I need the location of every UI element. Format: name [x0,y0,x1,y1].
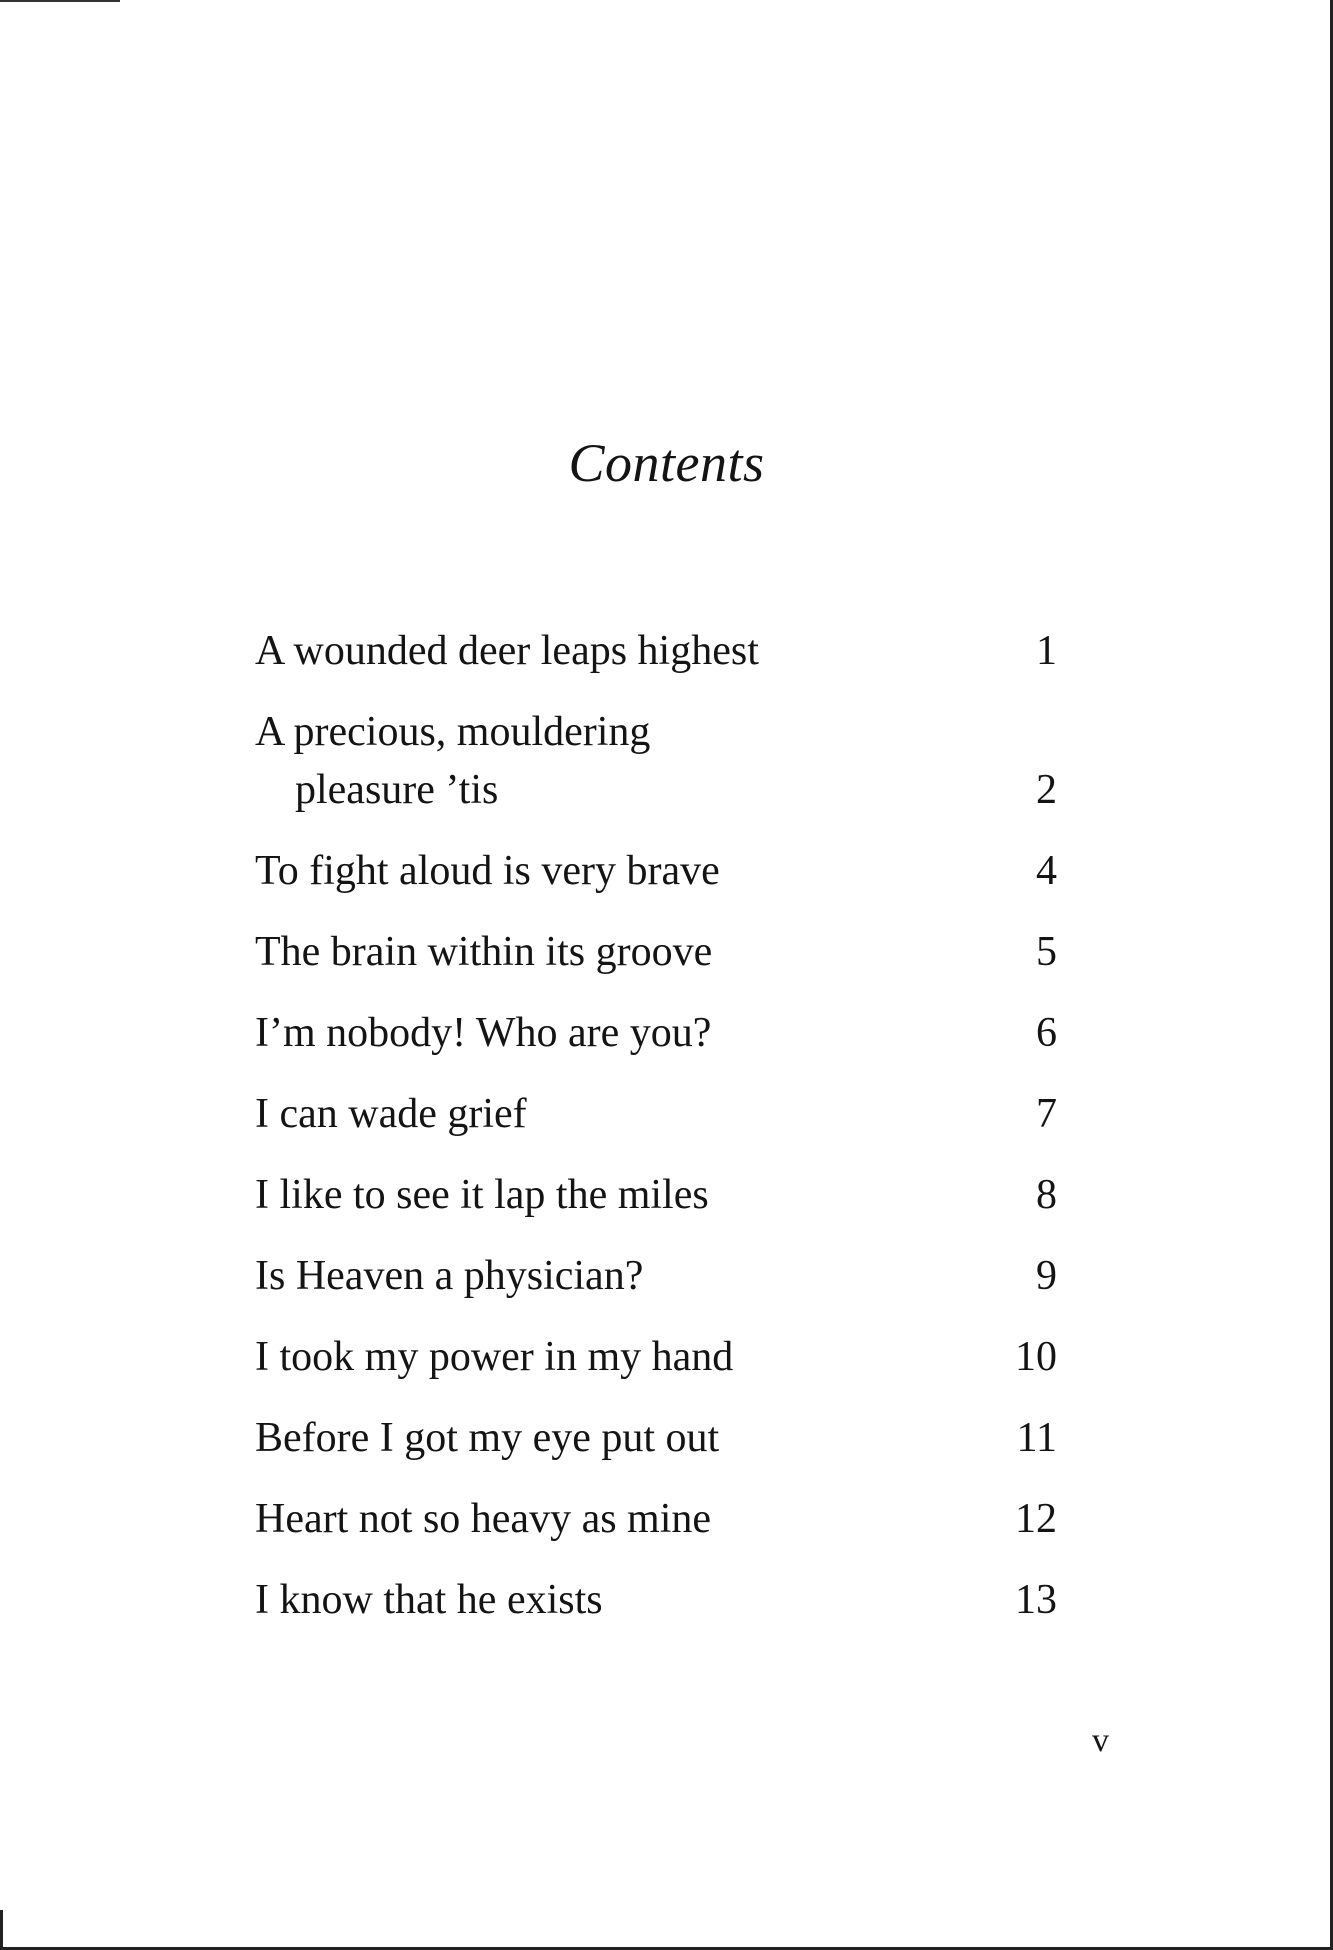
scan-edge-top [0,0,120,2]
toc-entry-page: 2 [1036,767,1057,813]
toc-entry-title: To fight aloud is very brave [255,848,720,894]
toc-entry-page: 7 [1036,1091,1057,1137]
toc-entry [255,923,1065,981]
toc-entry-title: I’m nobody! Who are you? [255,1010,712,1056]
toc-entry-title: Is Heaven a physician? [255,1253,644,1299]
toc-entry [255,622,1065,680]
table-of-contents [255,622,1065,1652]
toc-entry-page: 12 [1015,1496,1057,1542]
toc-entry [255,1328,1065,1386]
toc-entry-page: 9 [1036,1253,1057,1299]
toc-entry-title: Before I got my eye put out [255,1415,720,1461]
toc-entry [255,703,1065,819]
toc-entry-title: I took my power in my hand [255,1334,734,1380]
toc-entry-title [255,703,935,819]
toc-entry-title: I know that he exists [255,1577,603,1623]
scan-edge-corner [0,1910,3,1950]
toc-entry-title-line1: A precious, mouldering [255,709,651,755]
toc-entry [255,1247,1065,1305]
toc-entry [255,1571,1065,1629]
toc-entry-page: 6 [1036,1010,1057,1056]
toc-entry-title: I can wade grief [255,1091,527,1137]
toc-entry-page: 13 [1015,1577,1057,1623]
toc-entry-page: 1 [1036,628,1057,674]
toc-entry [255,1490,1065,1548]
toc-entry-page: 8 [1036,1172,1057,1218]
toc-entry [255,1004,1065,1062]
toc-entry-title: I like to see it lap the miles [255,1172,709,1218]
page-number-folio: v [1092,1722,1109,1759]
toc-entry-title: A wounded deer leaps highest [255,628,759,674]
toc-entry-page: 11 [1016,1415,1057,1461]
toc-entry-title: The brain within its groove [255,929,713,975]
toc-entry-page: 10 [1015,1334,1057,1380]
toc-entry-page: 4 [1036,848,1057,894]
toc-entry-title-line2: pleasure ’tis [295,767,499,813]
toc-entry-page: 5 [1036,929,1057,975]
toc-entry [255,1166,1065,1224]
toc-entry [255,1085,1065,1143]
page-title: Contents [568,433,765,493]
toc-entry [255,1409,1065,1467]
toc-entry-title: Heart not so heavy as mine [255,1496,712,1542]
toc-entry [255,842,1065,900]
